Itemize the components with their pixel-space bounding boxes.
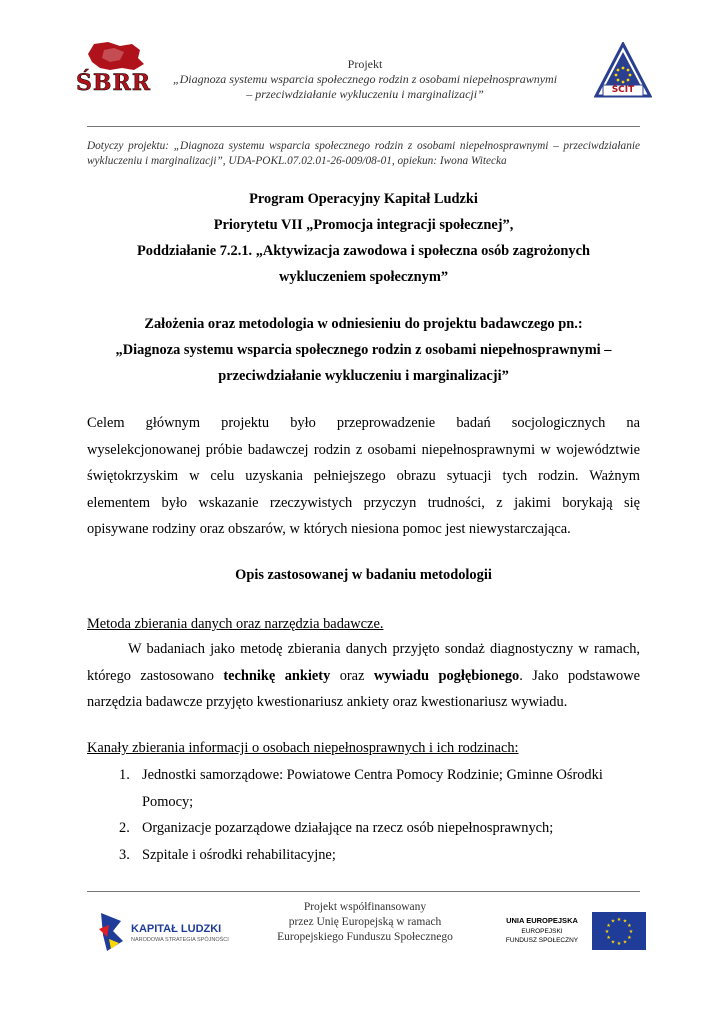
research-line-3: przeciwdziałanie wykluczeniu i marginalizacji” [218,368,509,384]
method-line-2: którego zastosowano technikę ankiety oraz wywiadu pogłębionego. Jako podstawowe [87,667,640,684]
kapital-ludzki-icon [97,911,127,953]
svg-text:★: ★ [622,918,628,925]
goal-line-5: opisywane rodziny oraz obszarów, w których niesiona pomoc jest niewystarczająca. [87,521,571,537]
program-title [87,186,640,290]
goal-line-2: wyselekcjonowanej próbie badawczej rodzin z osobami niepełnosprawnymi w województwie [87,441,640,458]
channels-subheading: Kanały zbierania informacji o osobach niepełnosprawnych i ich rodzinach: [87,740,519,756]
survey-technique: technikę ankiety [223,667,331,684]
kapital-ludzki-title: KAPITAŁ LUDZKI [131,923,222,935]
cofinancing-line-2: przez Unię Europejską w ramach [288,916,442,928]
method-subheading: Metoda zbierania danych oraz narzędzia badawcze. [87,616,384,632]
program-line-2: Priorytetu VII „Promocja integracji społecznej”, [213,217,514,233]
goal-paragraph [87,410,640,543]
header-line-1: Projekt [347,57,383,71]
svg-text:★: ★ [604,929,610,935]
svg-text:★: ★ [616,941,622,947]
svg-text:★: ★ [627,923,632,929]
cofinancing-note [255,900,475,945]
research-title [87,311,640,389]
eu-line-1: UNIA EUROPEJSKA [506,916,578,925]
channels-list [87,762,640,868]
in-depth-interview: wywiadu pogłębionego [373,667,520,684]
method-line-3: narzędzia badawcze przyjęto kwestionariusz ankiety oraz kwestionariusz wywiadu. [87,694,568,710]
eu-logo [498,910,648,954]
eu-line-3: FUNDUSZ SPOŁECZNY [505,937,579,944]
list-item: 1. Jednostki samorządowe: Powiatowe Centra Pomocy Rodzinie; Gminne Ośrodki Pomocy; [119,767,603,810]
program-line-4: wykluczeniem społecznym” [278,269,449,285]
research-line-1: Założenia oraz metodologia w odniesieniu do projektu badawczego pn.: [144,316,583,332]
program-line-1: Program Operacyjny Kapitał Ludzki [249,191,478,207]
goal-line-1: Celem głównym projektu było przeprowadzenie badań socjologicznych na [87,415,640,431]
header-line-3: – przeciwdziałanie wykluczeniu i marginalizacji” [246,87,484,101]
svg-text:★: ★ [606,935,611,941]
header-text [150,57,580,102]
scit-logo [594,42,652,100]
goal-line-4: elementem było wskazanie rzeczywistych przyczyn trudności, z jakimi borykają się [87,494,640,511]
methodology-heading: Opis zastosowanej w badaniu metodologii [235,567,492,583]
scit-logo-text: ŚCIT [611,85,635,95]
list-item: 2. Organizacje pozarządowe działające na rzecz osób niepełnosprawnych; [119,820,554,836]
svg-text:★: ★ [610,939,616,946]
eu-line-2: EUROPEJSKI [521,928,563,935]
method-line-1: W badaniach jako metodę zbierania danych przyjęto sondaż diagnostyczny w ramach, [128,641,640,657]
svg-text:★: ★ [610,918,616,925]
header-line-2: „Diagnoza systemu wsparcia społecznego rodzin z osobami niepełnosprawnymi [172,72,558,86]
program-line-3: Poddziałanie 7.2.1. „Aktywizacja zawodowa i społeczna osób zagrożonych [136,243,591,259]
svg-text:★: ★ [627,935,632,941]
goal-line-3: świętokrzyskim w celu uzyskania pełniejszego obrazu sytuacji tych rodzin. Ważnym [87,468,640,484]
footer-divider [87,891,640,892]
svg-text:★: ★ [606,923,611,929]
svg-text:★: ★ [616,917,622,923]
kapital-ludzki-subtitle: NARODOWA STRATEGIA SPÓJNOŚCI [131,937,229,943]
cofinancing-line-1: Projekt współfinansowany [303,901,427,913]
eu-flag-icon [592,912,646,950]
method-paragraph [87,636,640,716]
project-reference: Dotyczy projektu: „Diagnoza systemu wsparcia społecznego rodzin z osobami niepełnosprawnymi – przeciwdziałanie wykluczeniu i marginalizacji”, UDA-POKL.07.02.01-26-009/08-01, opiekun: Iwona Witecka [87,140,640,167]
svg-text:★: ★ [628,929,634,935]
svg-text:★: ★ [622,939,628,946]
header-divider [87,126,640,127]
kapital-ludzki-logo [97,911,237,953]
list-item: 3. Szpitale i ośrodki rehabilitacyjne; [119,846,336,863]
sbrr-logo-text: ŚBRR [76,70,152,96]
sbrr-logo [74,40,156,100]
cofinancing-line-3: Europejskiego Funduszu Społecznego [277,931,453,943]
research-line-2: „Diagnoza systemu wsparcia społecznego rodzin z osobami niepełnosprawnymi – [115,342,612,358]
